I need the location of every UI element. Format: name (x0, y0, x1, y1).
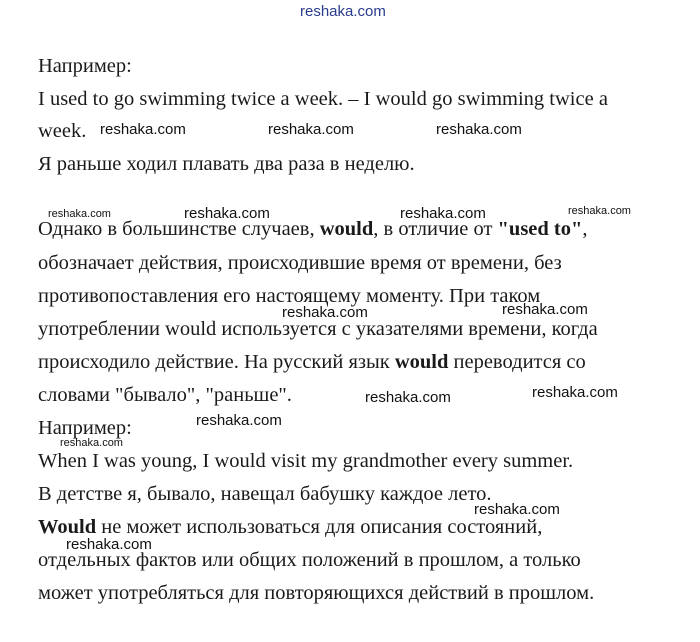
watermark: reshaka.com (100, 121, 186, 138)
watermark: reshaka.com (184, 205, 270, 222)
paragraph2-text: происходило действие. На русский язык (38, 351, 395, 373)
used-to-bold: "used to" (497, 218, 583, 240)
paragraph3-line3: может употребляться для повторяющихся действий в прошлом. (38, 582, 595, 604)
paragraph2-text: переводится со (448, 351, 586, 373)
paragraph2-text: Однако в большинстве случаев, (38, 218, 320, 240)
watermark: reshaka.com (60, 437, 123, 449)
paragraph2-line5 (38, 350, 586, 374)
watermark: reshaka.com (400, 205, 486, 222)
watermark: reshaka.com (436, 121, 522, 138)
example2-translation: В детстве я, бывало, навещал бабушку каждое лето. (38, 483, 492, 505)
paragraph3-text: не может использоваться для описания состояний, (96, 516, 543, 538)
watermark: reshaka.com (196, 412, 282, 429)
paragraph2-line1 (38, 217, 588, 241)
paragraph3-line2: отдельных фактов или общих положений в прошлом, а только (38, 549, 581, 571)
watermark: reshaka.com (474, 501, 560, 518)
watermark: reshaka.com (48, 208, 111, 220)
example1-sentence-line2: week. (38, 120, 87, 142)
example2-sentence: When I was young, I would visit my grandmother every summer. (38, 450, 574, 472)
watermark: reshaka.com (268, 121, 354, 138)
paragraph2-text: , (582, 218, 588, 240)
example1-translation: Я раньше ходил плавать два раза в неделю. (38, 153, 415, 175)
watermark: reshaka.com (568, 205, 631, 217)
watermark: reshaka.com (532, 384, 618, 401)
paragraph2-line6: словами "бывало", "раньше". (38, 384, 292, 406)
paragraph2-line2: обозначает действия, происходившие время от времени, без (38, 252, 562, 274)
watermark: reshaka.com (282, 304, 368, 321)
watermark: reshaka.com (66, 536, 152, 553)
watermark: reshaka.com (365, 389, 451, 406)
header-watermark: reshaka.com (300, 3, 386, 20)
would-bold: would (319, 218, 374, 240)
watermark: reshaka.com (502, 301, 588, 318)
example1-sentence-line1: I used to go swimming twice a week. – I would go swimming twice a (38, 88, 608, 110)
paragraph2-text: , в отличие от (373, 218, 498, 240)
would-bold: Would (38, 516, 97, 538)
example1-label: Например: (38, 55, 132, 77)
would-bold: would (394, 351, 449, 373)
paragraph2-line4: употреблении would используется с указателями времени, когда (38, 318, 598, 340)
example2-label: Например: (38, 417, 132, 439)
paragraph2-line3: противопоставления его настоящему моменту. При таком (38, 285, 541, 307)
